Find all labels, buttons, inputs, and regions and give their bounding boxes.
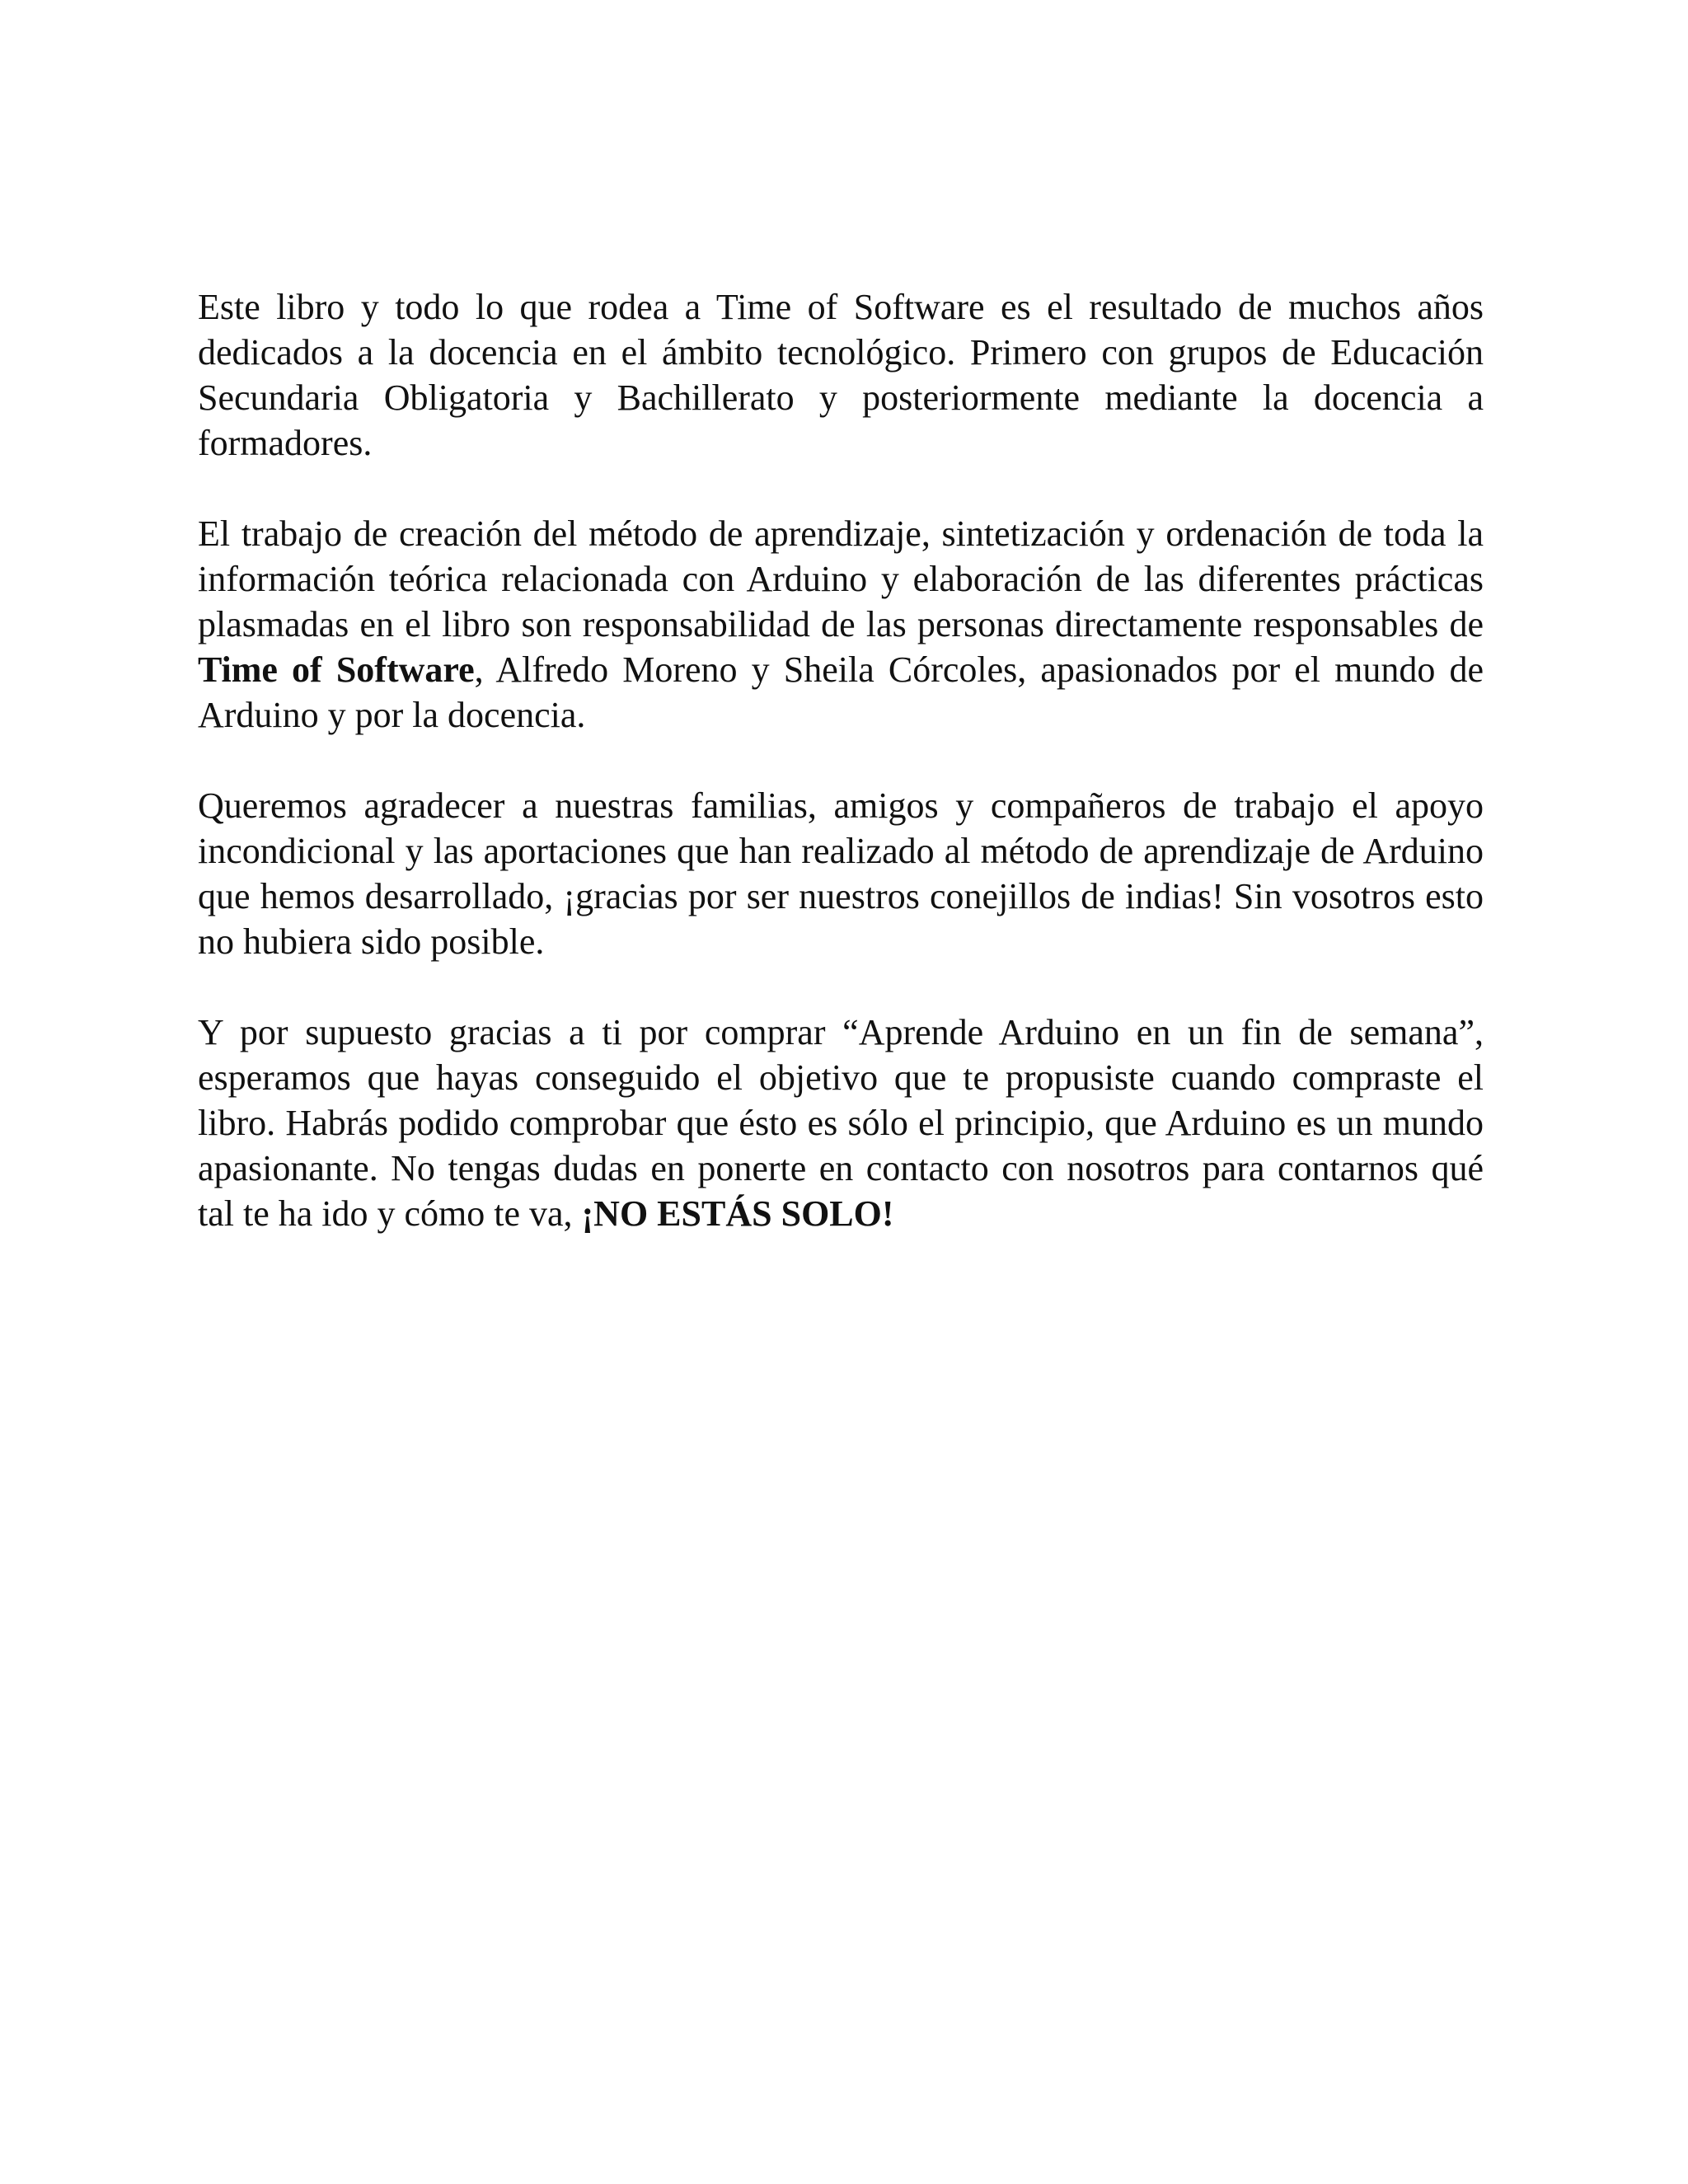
page-content <box>198 284 1484 1236</box>
paragraph-closing-text: Y por supuesto gracias a ti por comprar “Aprende Arduino en un fin de semana”, esperamos que hayas conseguido el objetivo que te propusiste cuando compraste el libro. Habrás podido comprobar que ésto es sólo el principio, que Arduino es un mundo apasionante. No tengas dudas en ponerte en contacto con nosotros para contarnos qué tal te ha ido y cómo te va, <box>198 1012 1484 1234</box>
paragraph-closing <box>198 1010 1484 1236</box>
paragraph-authors-text-after: , Alfredo Moreno y Sheila Córcoles, apasionados por el mundo de Arduino y por la docencia. <box>198 649 1484 735</box>
paragraph-authors-text-before: El trabajo de creación del método de aprendizaje, sintetización y ordenación de toda la información teórica relacionada con Arduino y elaboración de las diferentes prácticas plasmadas en el libro son responsabilidad de las personas directamente responsables de <box>198 513 1484 644</box>
paragraph-intro <box>198 284 1484 466</box>
paragraph-intro-text: Este libro y todo lo que rodea a Time of Software es el resultado de muchos años dedicados a la docencia en el ámbito tecnológico. Primero con grupos de Educación Secundaria Obligatoria y Bachillerato y posteriormente mediante la docencia a formadores. <box>198 287 1484 463</box>
paragraph-thanks <box>198 783 1484 964</box>
paragraph-thanks-text: Queremos agradecer a nuestras familias, amigos y compañeros de trabajo el apoyo incondicional y las aportaciones que han realizado al método de aprendizaje de Arduino que hemos desarrollado, ¡gracias por ser nuestros conejillos de indias! Sin vosotros esto no hubiera sido posible. <box>198 785 1484 962</box>
closing-exclamation-bold: ¡NO ESTÁS SOLO! <box>581 1193 894 1234</box>
brand-name-bold: Time of Software <box>198 649 475 690</box>
paragraph-authors <box>198 511 1484 738</box>
